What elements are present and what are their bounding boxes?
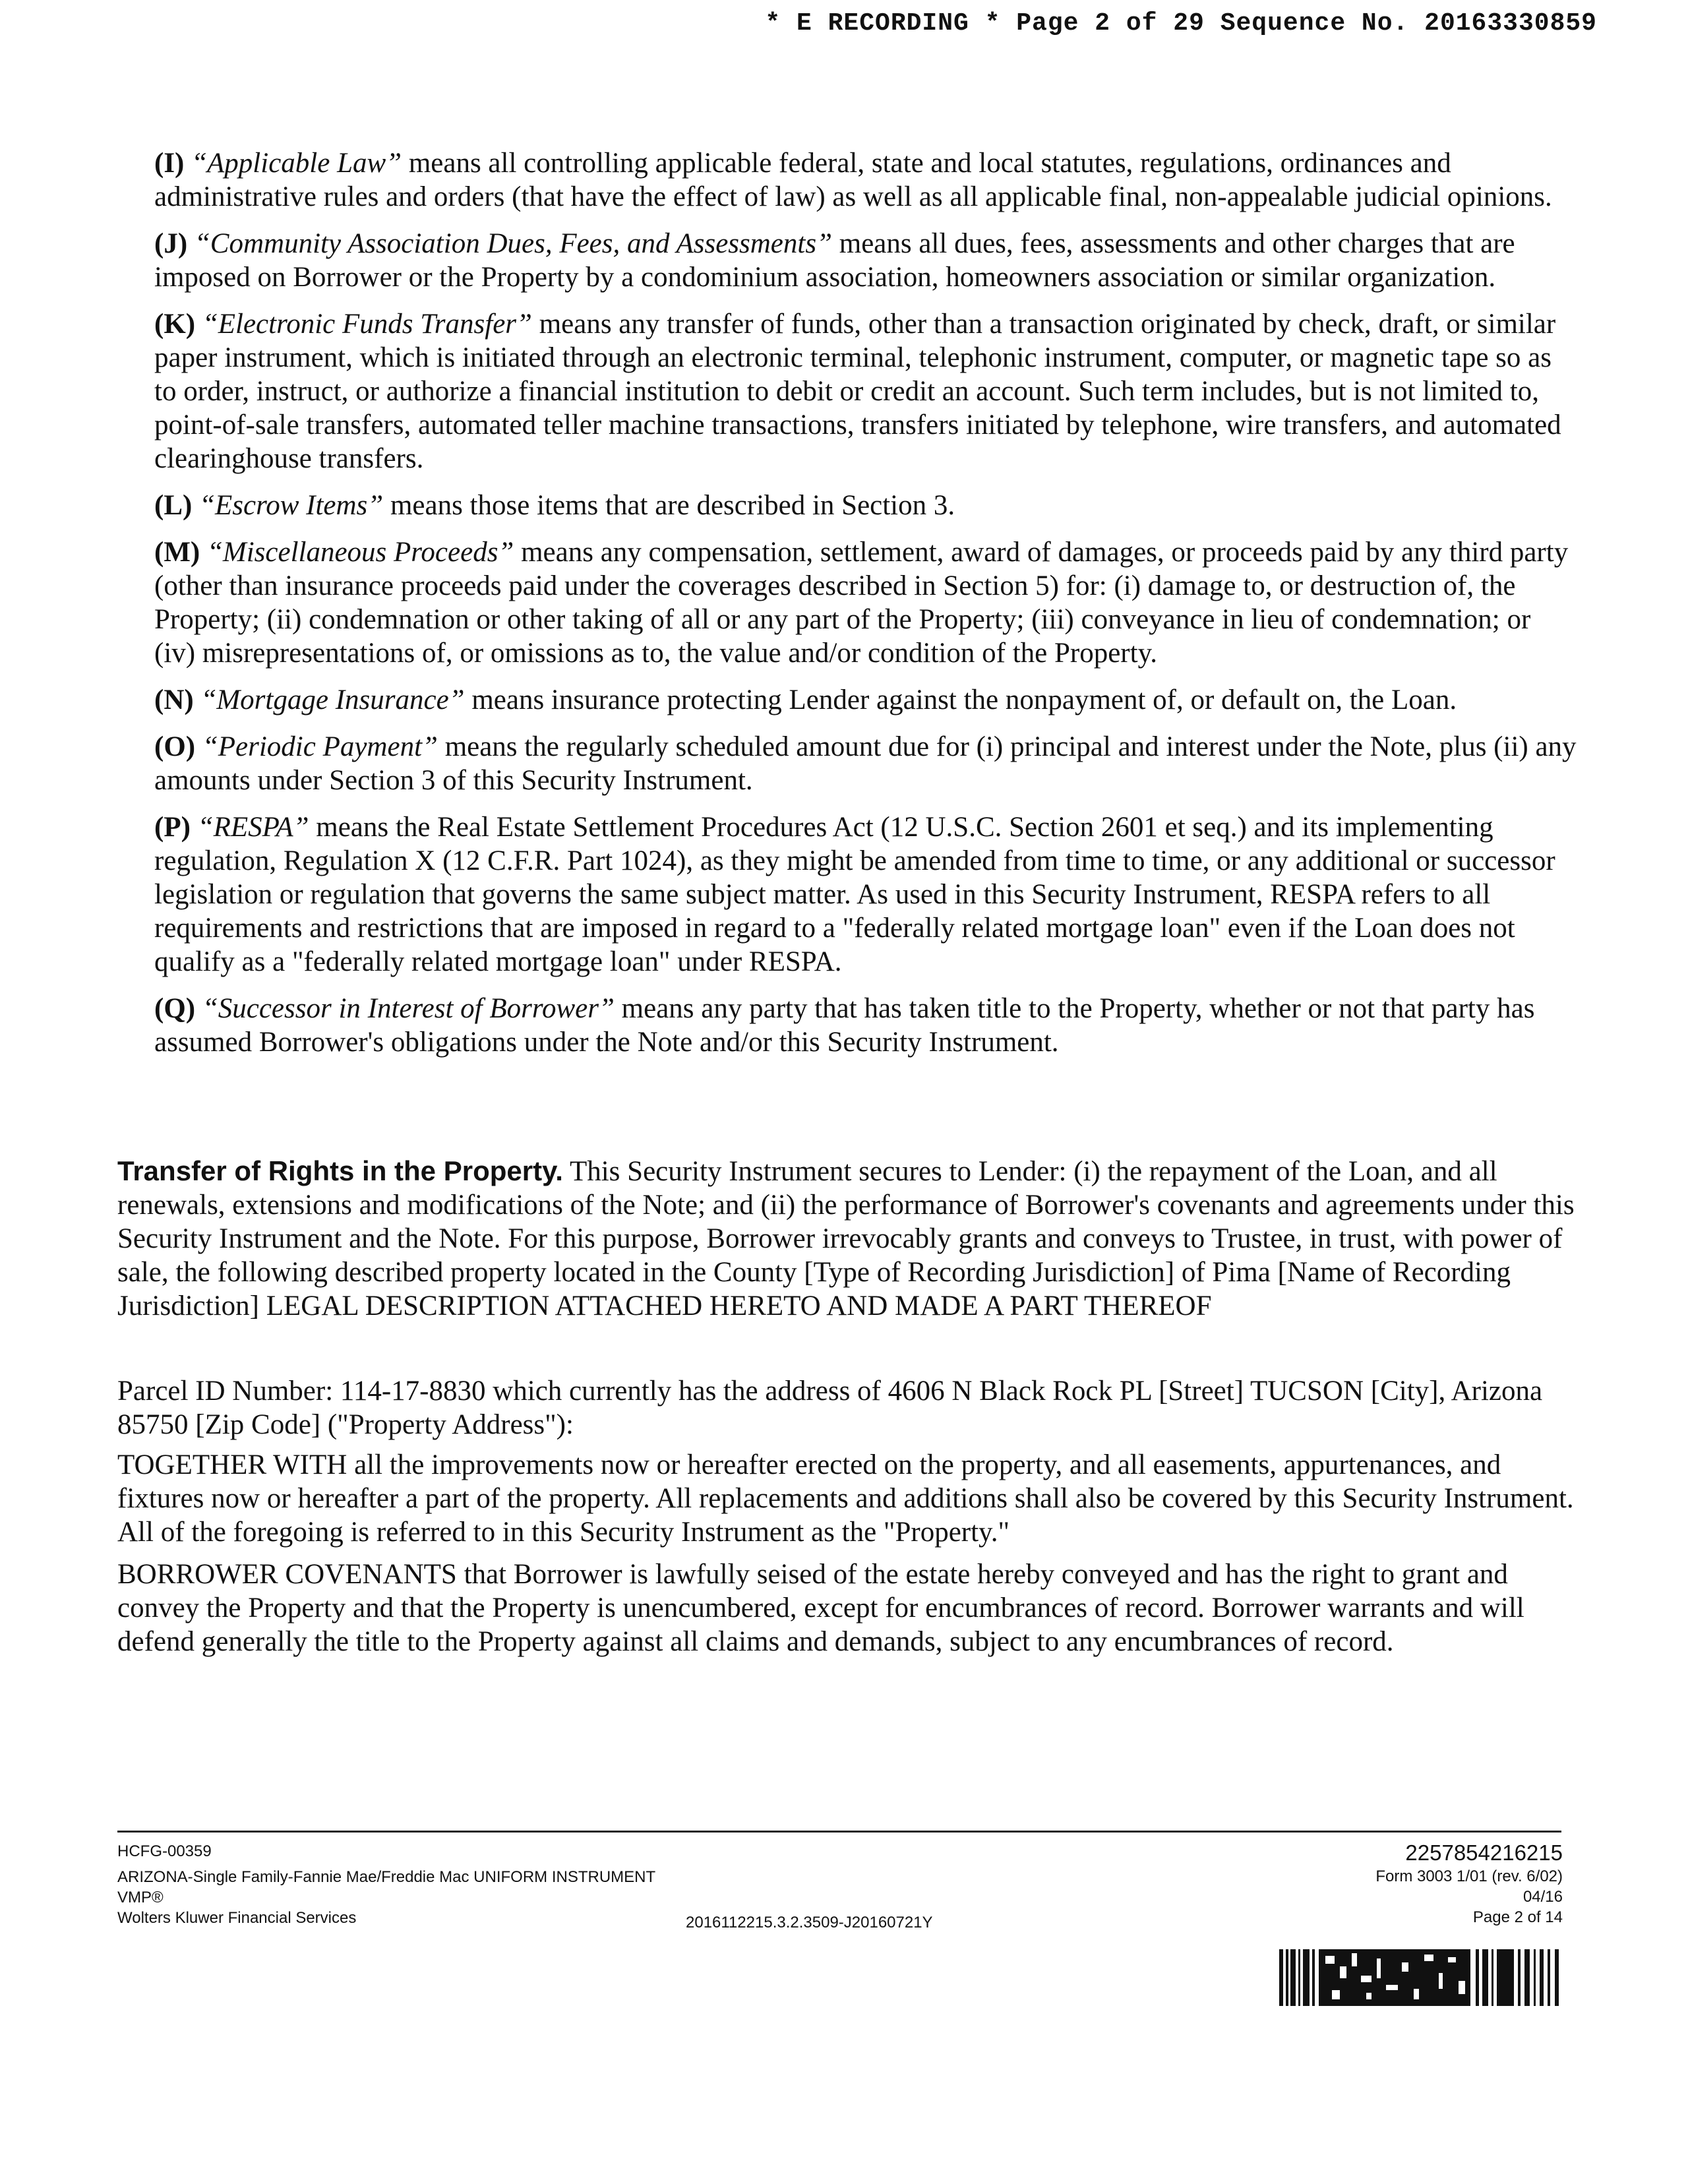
definition-text: means the regularly scheduled amount due for (i) principal and interest under the Note, plus (ii) any amounts under Section 3 of this Security Instrument. [154, 731, 1577, 796]
definitions-list [154, 146, 1579, 1072]
definition-q [154, 992, 1579, 1059]
definition-text: means any compensation, settlement, award of damages, or proceeds paid by any third party (other than insurance proceeds paid under the coverages described in Section 5) for: (i) damage to, or destruction of, the Property; (ii) condemnation or other taking of all or any part of the Property; (iii) conveyance in lieu of condemnation; or (iv) misrepresentations of, or omissions as to, the value and/or condition of the Property. [154, 537, 1569, 669]
together-text: TOGETHER WITH all the improvements now or hereafter erected on the property, and all easements, appurtenances, and fixtures now or hereafter a part of the property. All replacements and additions shall also be covered by this Security Instrument. All of the foregoing is referred to in this Security Instrument as the "Property." [117, 1449, 1574, 1548]
definition-letter: (N) [154, 684, 194, 715]
definition-letter: (Q) [154, 993, 196, 1024]
definition-text: means any party that has taken title to the Property, whether or not that party has assumed Borrower's obligations under the Note and/or this Security Instrument. [154, 993, 1535, 1058]
footer-divider [117, 1831, 1561, 1833]
definition-j [154, 227, 1579, 294]
footer-instrument: ARIZONA-Single Family-Fannie Mae/Freddie Mac UNIFORM INSTRUMENT [117, 1868, 656, 1886]
definition-text: means all dues, fees, assessments and other charges that are imposed on Borrower or the Property by a condominium association, homeowners association or similar organization. [154, 228, 1515, 293]
definition-term: “Mortgage Insurance” [200, 684, 465, 715]
definition-letter: (J) [154, 228, 188, 259]
parcel-text: Parcel ID Number: 114-17-8830 which currently has the address of 4606 N Black Rock PL [Street] TUCSON [City], Arizona 85750 [Zip Code] ("Property Address"): [117, 1376, 1543, 1440]
definition-term: “Electronic Funds Transfer” [202, 309, 532, 340]
form-date: 04/16 [1522, 1888, 1563, 1906]
definition-i [154, 146, 1579, 214]
loan-number: 2257854216215 [1405, 1840, 1563, 1865]
footer-left [117, 1841, 655, 1928]
definition-l [154, 489, 1579, 522]
transfer-of-rights-paragraph [117, 1154, 1581, 1323]
definition-term: “RESPA” [197, 812, 309, 843]
barcode-icon [1279, 1949, 1563, 2006]
definition-k [154, 307, 1579, 475]
page-number: Page 2 of 14 [1472, 1908, 1563, 1926]
definition-letter: (O) [154, 731, 196, 762]
footer-doc-id: 2016112215.3.2.3509-J20160721Y [686, 1914, 933, 1931]
definition-term: “Applicable Law” [191, 148, 402, 179]
transfer-heading: Transfer of Rights in the Property. [117, 1155, 563, 1186]
definition-text: means all controlling applicable federal, state and local statutes, regulations, ordinances and administrative rules and orders (that have the effect of law) as well as all applicable final, non-appealable judicial opinions. [154, 148, 1552, 212]
definition-term: “Community Association Dues, Fees, and Assessments” [194, 228, 832, 259]
definition-letter: (K) [154, 309, 196, 340]
definition-text: means those items that are described in Section 3. [383, 490, 955, 521]
definition-term: “Miscellaneous Proceeds” [206, 537, 514, 568]
definition-letter: (I) [154, 148, 185, 179]
recording-header: * E RECORDING * Page 2 of 29 Sequence No. 20163330859 [765, 9, 1597, 38]
definition-p [154, 810, 1579, 979]
covenants-text: BORROWER COVENANTS that Borrower is lawfully seised of the estate hereby conveyed and has the right to grant and convey the Property and that the Property is unencumbered, except for encumbrances of record. Borrower warrants and will defend generally the title to the Property against all claims and demands, subject to any encumbrances of record. [117, 1559, 1524, 1657]
definition-n [154, 683, 1579, 717]
definition-term: “Escrow Items” [199, 490, 384, 521]
definition-m [154, 535, 1579, 670]
parcel-paragraph [117, 1374, 1581, 1441]
definition-o [154, 730, 1579, 797]
form-number: Form 3003 1/01 (rev. 6/02) [1375, 1867, 1563, 1885]
footer-right [1375, 1840, 1563, 1927]
definition-letter: (L) [154, 490, 193, 521]
definition-term: “Successor in Interest of Borrower” [202, 993, 615, 1024]
footer-vmp: VMP® [117, 1889, 164, 1906]
footer-code: HCFG-00359 [117, 1842, 212, 1860]
definition-term: “Periodic Payment” [202, 731, 438, 762]
definition-text: means the Real Estate Settlement Procedures Act (12 U.S.C. Section 2601 et seq.) and its implementing regulation, Regulation X (12 C.F.R. Part 1024), as they might be amended from time to time, or any additional or successor legislation or regulation that governs the same subject matter. As used in this Security Instrument, RESPA refers to all requirements and restrictions that are imposed in regard to a "federally related mortgage loan" even if the Loan does not qualify as a "federally related mortgage loan" under RESPA. [154, 812, 1555, 977]
definition-letter: (M) [154, 537, 200, 568]
definition-text: means insurance protecting Lender against the nonpayment of, or default on, the Loan. [464, 684, 1457, 715]
footer-publisher: Wolters Kluwer Financial Services [117, 1909, 357, 1927]
definition-text: means any transfer of funds, other than a transaction originated by check, draft, or similar paper instrument, which is initiated through an electronic terminal, telephonic instrument, computer, or magnetic tape so as to order, instruct, or authorize a financial institution to debit or credit an account. Such term includes, but is not limited to, point-of-sale transfers, automated teller machine transactions, transfers initiated by telephone, wire transfers, and automated clearinghouse transfers. [154, 309, 1561, 474]
definition-letter: (P) [154, 812, 191, 843]
borrower-covenants-paragraph [117, 1558, 1581, 1658]
transfer-text: This Security Instrument secures to Lender: (i) the repayment of the Loan, and all renewals, extensions and modifications of the Note; and (ii) the performance of Borrower's covenants and agreements under this Security Instrument and the Note. For this purpose, Borrower irrevocably grants and conveys to Trustee, in trust, with power of sale, the following described property located in the County [Type of Recording Jurisdiction] of Pima [Name of Recording Jurisdiction] LEGAL DESCRIPTION ATTACHED HERETO AND MADE A PART THEREOF [117, 1156, 1575, 1321]
together-with-paragraph [117, 1448, 1581, 1549]
